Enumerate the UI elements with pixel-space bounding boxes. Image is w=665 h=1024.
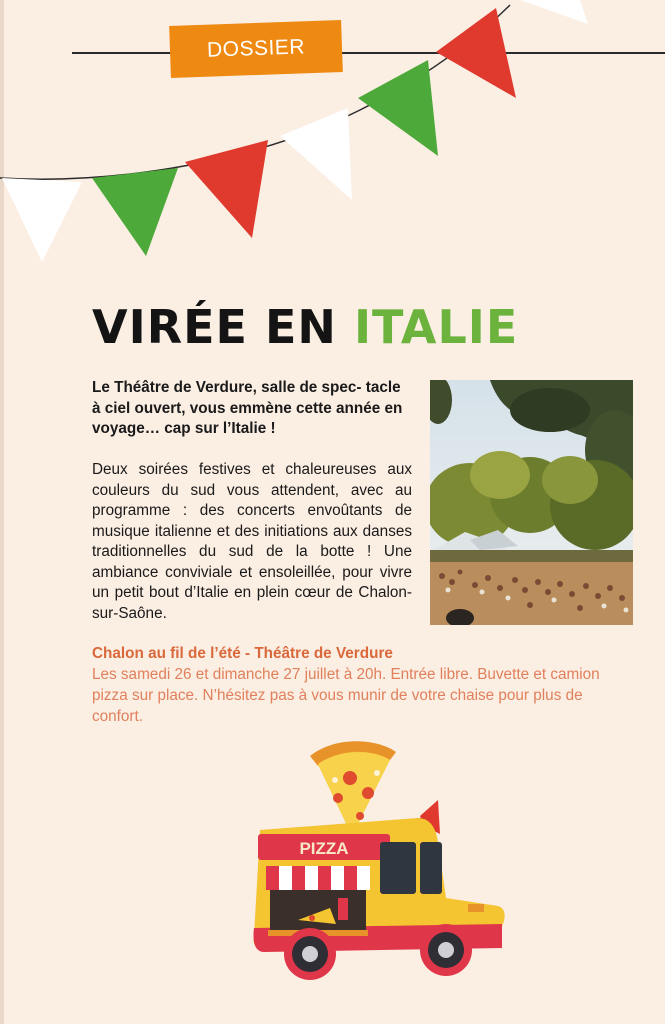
flag-red bbox=[436, 8, 516, 98]
italian-bunting-garland bbox=[0, 0, 665, 280]
body-paragraph: Deux soirées festives et chaleureuses aux couleurs du sud vous attendent, avec au programme : des concerts envoûtants de musique italienne et des initiations aux danses traditionnelles du sud de la botte ! Une ambiance conviviale et ensoleillée, pour vivre un petit bout d’Italie en plein cœur de Chalon-sur-Saône. bbox=[92, 461, 412, 622]
dossier-badge: DOSSIER bbox=[169, 20, 343, 78]
lead-paragraph: Le Théâtre de Verdure, salle de spec- tacle à ciel ouvert, vous emmène cette année en voyage… cap sur l’Italie ! bbox=[92, 379, 403, 437]
title-main: VIRÉE EN bbox=[92, 300, 354, 354]
flag-red bbox=[185, 140, 268, 238]
flag-white bbox=[280, 108, 352, 200]
awning bbox=[266, 866, 370, 890]
event-info-text: Les samedi 26 et dimanche 27 juillet à 20h. Entrée libre. Buvette et camion pizza sur place. N’hésitez pas à vous munir de votre chaise pour plus de confort. bbox=[92, 666, 600, 725]
pizza-truck-illustration bbox=[240, 738, 510, 993]
page-title bbox=[92, 300, 518, 354]
truck-sign-text: PIZZA bbox=[299, 839, 349, 858]
event-info-title: Chalon au fil de l’été - Théâtre de Verdure bbox=[92, 645, 393, 662]
flag-white bbox=[520, 0, 588, 24]
theatre-photo bbox=[430, 380, 633, 625]
flag-white bbox=[2, 178, 82, 262]
flag-green bbox=[92, 168, 178, 256]
title-accent: ITALIE bbox=[353, 300, 519, 354]
flag-green bbox=[358, 60, 438, 156]
